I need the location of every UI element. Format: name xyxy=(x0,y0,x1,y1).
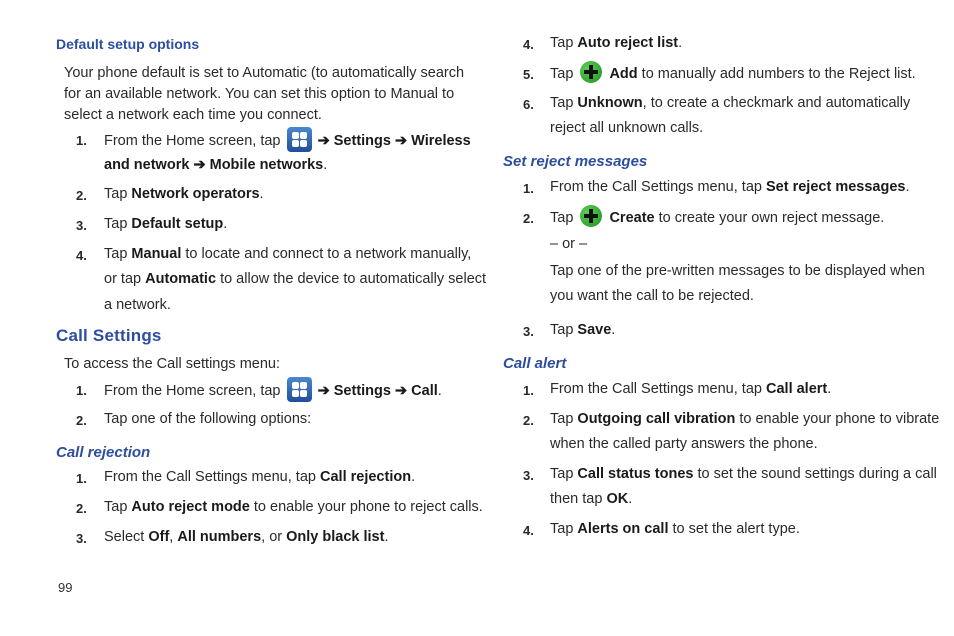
step-text-part: From the Call Settings menu, tap xyxy=(550,179,762,195)
step-number: 4. xyxy=(523,37,534,52)
step-text-part: Tap xyxy=(550,411,574,427)
arrow-glyph: ➔ xyxy=(394,133,408,149)
step-number: 3. xyxy=(523,324,534,339)
network-label: and network xyxy=(104,157,190,173)
step-number: 4. xyxy=(76,248,87,263)
step-text-part: From the Call Settings menu, tap xyxy=(550,381,762,397)
punct: , xyxy=(169,529,174,545)
automatic-label: Automatic xyxy=(145,271,217,287)
step-number: 5. xyxy=(523,67,534,82)
step-text xyxy=(104,127,471,154)
set-reject-messages-heading: Set reject messages xyxy=(503,153,648,170)
default-setup-heading: Default setup options xyxy=(56,36,200,52)
only-black-list-label: Only black list xyxy=(286,529,385,545)
create-label: Create xyxy=(609,210,655,226)
step-number: 6. xyxy=(523,97,534,112)
step-text-part: Tap xyxy=(550,66,574,82)
step-text xyxy=(550,205,884,231)
step-text xyxy=(104,242,471,267)
auto-reject-mode-label: Auto reject mode xyxy=(131,499,250,515)
step-text-part: Tap xyxy=(550,466,574,482)
apps-grid-icon xyxy=(287,377,312,402)
step-text-part: to allow the device to automatically select xyxy=(220,271,487,287)
step-text-part: to locate and connect to a network manually, xyxy=(185,246,472,262)
wireless-label: Wireless xyxy=(411,133,471,149)
page-number: 99 xyxy=(58,580,73,595)
step-number: 1. xyxy=(76,383,87,398)
step-text-part: Select xyxy=(104,529,145,545)
punct: . xyxy=(437,383,442,399)
step-text: Tap one of the pre-written messages to be displayed when xyxy=(550,263,925,279)
step-text xyxy=(550,318,615,343)
call-status-tones-label: Call status tones xyxy=(577,466,694,482)
step-text-part: Tap xyxy=(104,186,128,202)
paragraph-line: select a network each time you connect. xyxy=(64,107,322,123)
step-text xyxy=(550,377,831,402)
step-number: 1. xyxy=(523,181,534,196)
step-text xyxy=(104,495,483,520)
network-operators-label: Network operators xyxy=(131,186,260,202)
step-number: 2. xyxy=(523,211,534,226)
step-number: 2. xyxy=(76,501,87,516)
step-text-part: Tap xyxy=(104,246,128,262)
punct: . xyxy=(628,491,633,507)
step-number: 2. xyxy=(523,413,534,428)
step-text-part: to enable your phone to vibrate xyxy=(739,411,940,427)
call-rejection-heading: Call rejection xyxy=(56,444,151,461)
all-numbers-label: All numbers xyxy=(177,529,262,545)
step-text xyxy=(550,517,800,542)
punct: . xyxy=(259,186,264,202)
step-number: 1. xyxy=(523,383,534,398)
step-text-part: to enable your phone to reject calls. xyxy=(253,499,483,515)
step-text-part: Tap xyxy=(550,35,574,51)
call-rejection-label: Call rejection xyxy=(320,469,412,485)
step-text-part: Tap xyxy=(104,216,128,232)
step-text xyxy=(550,61,916,87)
paragraph-line: for an available network. You can set this option to Manual to xyxy=(64,86,455,102)
arrow-glyph: ➔ xyxy=(193,157,206,173)
step-text xyxy=(104,212,227,237)
step-text xyxy=(104,267,486,292)
step-text xyxy=(550,487,632,512)
step-text: Tap one of the following options: xyxy=(104,411,312,427)
step-text xyxy=(104,525,388,550)
manual-label: Manual xyxy=(131,246,182,262)
step-text-part: From the Home screen, tap xyxy=(104,133,281,149)
step-text-part: From the Call Settings menu, tap xyxy=(104,469,316,485)
step-number: 1. xyxy=(76,133,87,148)
step-text: you want the call to be rejected. xyxy=(550,288,754,304)
step-text: reject all unknown calls. xyxy=(550,120,704,136)
step-number: 2. xyxy=(76,188,87,203)
arrow-glyph: ➔ xyxy=(394,383,408,399)
step-text-part: , to create a checkmark and automatically xyxy=(642,95,911,111)
set-reject-messages-label: Set reject messages xyxy=(766,179,906,195)
step-number: 1. xyxy=(76,471,87,486)
mobile-networks-label: Mobile networks xyxy=(209,157,324,173)
step-text-part: Tap xyxy=(104,499,128,515)
punct: , or xyxy=(261,529,283,545)
step-text: when the called party answers the phone. xyxy=(550,436,818,452)
step-text xyxy=(550,462,937,487)
settings-label: Settings xyxy=(333,133,391,149)
arrow-glyph: ➔ xyxy=(317,133,330,149)
save-label: Save xyxy=(577,322,612,338)
step-text-part: Tap xyxy=(550,322,574,338)
step-text: a network. xyxy=(104,297,171,313)
step-text xyxy=(104,182,264,207)
step-text-part: Tap xyxy=(550,210,574,226)
alerts-on-call-label: Alerts on call xyxy=(577,521,669,537)
default-setup-paragraph xyxy=(64,63,464,126)
ok-label: OK xyxy=(606,491,629,507)
punct: . xyxy=(223,216,228,232)
step-text-part: Tap xyxy=(550,521,574,537)
paragraph-line: Your phone default is set to Automatic (to automatically search xyxy=(64,65,465,81)
punct: . xyxy=(323,157,328,173)
step-number: 2. xyxy=(76,413,87,428)
step-text xyxy=(550,175,909,200)
off-label: Off xyxy=(148,529,170,545)
or-separator: – or – xyxy=(550,236,588,252)
step-text-part: to set the sound settings during a call xyxy=(697,466,937,482)
default-setup-label: Default setup xyxy=(131,216,224,232)
step-text xyxy=(104,153,327,178)
add-plus-icon xyxy=(580,61,602,83)
punct: . xyxy=(678,35,683,51)
step-text-part: then tap xyxy=(550,491,603,507)
step-text xyxy=(104,377,442,404)
call-label: Call xyxy=(411,383,438,399)
step-text-part: From the Home screen, tap xyxy=(104,383,281,399)
step-text xyxy=(550,31,682,56)
punct: . xyxy=(411,469,416,485)
punct: . xyxy=(827,381,832,397)
step-text-part: to create your own reject message. xyxy=(658,210,885,226)
step-number: 3. xyxy=(76,218,87,233)
step-text xyxy=(104,465,415,490)
call-alert-heading: Call alert xyxy=(503,355,567,372)
punct: . xyxy=(384,529,389,545)
step-text-part: or tap xyxy=(104,271,142,287)
step-number: 4. xyxy=(523,523,534,538)
step-text-part: Tap xyxy=(550,95,574,111)
step-text xyxy=(550,91,910,116)
call-alert-label: Call alert xyxy=(766,381,828,397)
punct: . xyxy=(611,322,616,338)
punct: . xyxy=(905,179,910,195)
arrow-glyph: ➔ xyxy=(317,383,330,399)
step-text xyxy=(550,407,939,432)
add-label: Add xyxy=(609,66,638,82)
step-number: 3. xyxy=(76,531,87,546)
step-text-part: to manually add numbers to the Reject list. xyxy=(641,66,916,82)
call-settings-intro: To access the Call settings menu: xyxy=(64,356,280,372)
auto-reject-list-label: Auto reject list xyxy=(577,35,679,51)
outgoing-call-vibration-label: Outgoing call vibration xyxy=(577,411,736,427)
add-plus-icon xyxy=(580,205,602,227)
step-text-part: to set the alert type. xyxy=(672,521,800,537)
call-settings-heading: Call Settings xyxy=(56,326,162,345)
unknown-label: Unknown xyxy=(577,95,643,111)
settings-label: Settings xyxy=(333,383,391,399)
apps-grid-icon xyxy=(287,127,312,152)
step-number: 3. xyxy=(523,468,534,483)
